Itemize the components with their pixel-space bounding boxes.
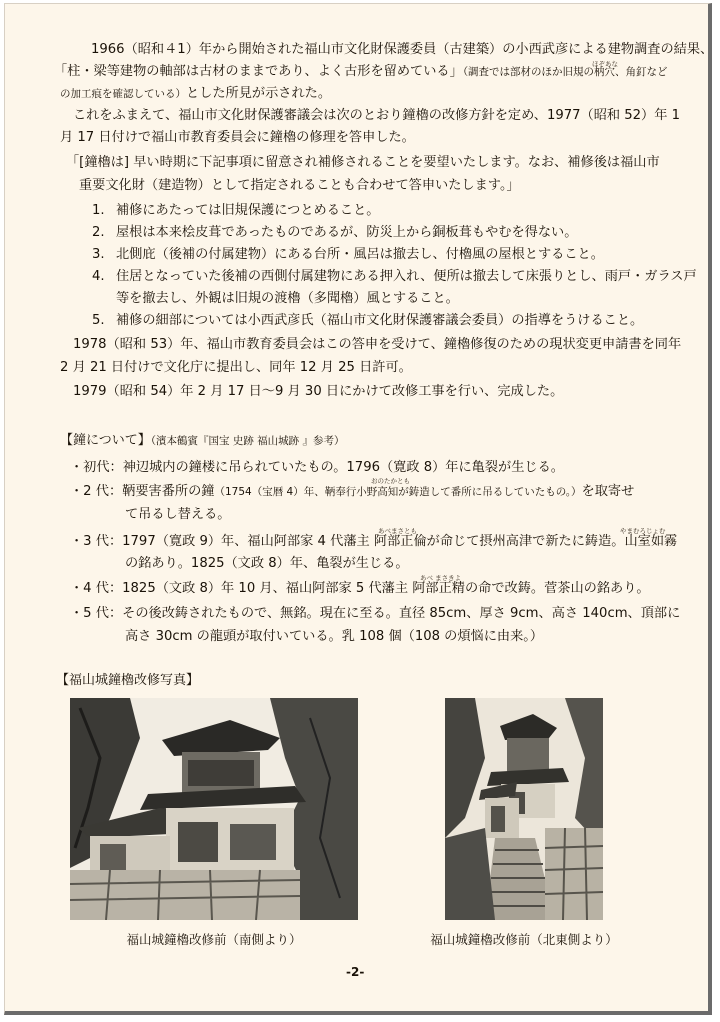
gen-text: 鞆要害番所の鐘 <box>122 484 215 499</box>
bell-gen-3 <box>70 532 677 552</box>
intro-note-b: の加工痕を確認している） <box>60 88 186 100</box>
gen-text: その後改鋳されたもので、無銘。現在に至る。直径 85cm、厚さ 9cm、高さ 140cm、頂部に <box>122 606 681 621</box>
gen-label: ・4 代： <box>70 581 123 596</box>
list-item <box>92 267 697 287</box>
page-number: -2- <box>346 965 365 979</box>
item-number: 1. <box>92 203 105 218</box>
gen3-ruby-1: あべまさとも <box>378 527 417 535</box>
intro-line-1: 1966（昭和４1）年から開始された福山市文化財保護委員（古建築）の小西武彦による建物調査の結果、 <box>91 42 714 57</box>
bell-gen-2-cont: て吊るし替える。 <box>125 507 231 522</box>
policy-line-2: 月 17 日付けで福山市教育委員会に鐘櫓の修理を答申した。 <box>60 130 415 145</box>
gen4-ruby: あべ まさきよ <box>420 574 462 582</box>
item-text: 屋根は本来桧皮葺であったものであるが、防災上から銅板葺もやむを得ない。 <box>116 225 578 240</box>
gen-label: ・2 代： <box>70 484 123 499</box>
bell-gen-5 <box>70 604 680 624</box>
intro-quote: 「柱・梁等建物の軸部は古材のままであり、よく古形を留めている」 <box>54 64 463 79</box>
quote-line-2: 重要文化財（建造物）として指定されることも合わせて答申いたします。」 <box>79 178 520 193</box>
caption-south: 福山城鐘櫓改修前（南側より） <box>126 932 302 947</box>
gen-text: 神辺城内の鐘楼に吊られていたもの。1796（寛政 8）年に亀裂が生じる。 <box>122 460 564 475</box>
caption-northeast: 福山城鐘櫓改修前（北東側より） <box>430 932 618 947</box>
bell-gen-5-cont: 高さ 30cm の龍頭が取付いている。乳 108 個（108 の煩悩に由来。） <box>125 629 544 644</box>
after-line-2: 2 月 21 日付けで文化庁に提出し、同年 12 月 25 日許可。 <box>60 360 412 375</box>
photo-northeast <box>445 698 603 920</box>
policy-line-1: これをふまえて、福山市文化財保護審議会は次のとおり鐘櫓の改修方針を定め、1977（昭和 52）年 1 <box>73 108 681 123</box>
gen-text: 1797（寛政 9）年、福山阿部家 4 代藩主 阿部正倫が命じて摂州高津で新たに鋳造。山室如霧 <box>122 534 678 549</box>
gen-label: ・初代： <box>70 460 123 475</box>
item-number: 4. <box>92 269 105 284</box>
intro-conclusion: とした所見が示された。 <box>186 86 332 101</box>
bell-heading <box>60 432 345 450</box>
intro-note-a: （調査では部材のほか旧規の枘穴、角釘など <box>462 66 668 78</box>
bell-gen-1 <box>70 458 564 478</box>
list-item <box>92 311 643 331</box>
photo-south <box>70 698 358 920</box>
intro-line-3 <box>60 84 331 104</box>
item-text: 住居となっていた後補の西側付属建物にある押入れ、便所は撤去して床張りとし、雨戸・ガラス戸 <box>116 269 697 284</box>
bell-title: 【鐘について】 <box>60 433 151 448</box>
bell-tower-photo-south <box>70 698 358 920</box>
item-number: 2. <box>92 225 105 240</box>
gen-text-end: を取寄せ <box>581 484 635 499</box>
after-line-1: 1978（昭和 53）年、福山市教育委員会はこの答申を受けて、鐘櫓修復のための現状変更申請書を同年 <box>73 337 682 352</box>
item-text: 補修にあたっては旧規保護につとめること。 <box>116 203 380 218</box>
intro-ruby: ほぞあな <box>592 60 618 68</box>
bell-gen-2 <box>70 482 634 502</box>
gen2-ruby: おのたかとも <box>371 477 410 485</box>
item-text: 北側庇（後補の付属建物）にある台所・風呂は撤去し、付櫓風の屋根とすること。 <box>116 247 604 262</box>
bell-gen-4 <box>70 579 650 599</box>
list-item <box>92 201 379 221</box>
gen-label: ・3 代： <box>70 534 123 549</box>
bell-gen-3-cont: の銘あり。1825（文政 8）年、亀裂が生じる。 <box>125 556 409 571</box>
intro-line-2 <box>54 62 668 82</box>
bell-source: （濱本鶴賓『国宝 史跡 福山城跡 』参考） <box>150 435 345 447</box>
item-text: 補修の細部については小西武彦氏（福山市文化財保護審議会委員）の指導をうけること。 <box>116 313 644 328</box>
bell-tower-photo-northeast <box>445 698 603 920</box>
list-item <box>92 223 577 243</box>
gen-note: （1754（宝暦 4）年、鞆奉行小野高知が鋳造して番所に吊るしていたもの。） <box>214 486 582 498</box>
after-line-3: 1979（昭和 54）年 2 月 17 日～9 月 30 日にかけて改修工事を行い、完成した。 <box>73 384 564 399</box>
quote-line-1: 「[鐘櫓は] 早い時期に下記事項に留意され補修されることを要望いたします。なお、補修後は福山市 <box>66 155 660 170</box>
item-number: 5. <box>92 313 105 328</box>
list-item <box>92 245 604 265</box>
gen-label: ・5 代： <box>70 606 123 621</box>
gen-text: 1825（文政 8）年 10 月、福山阿部家 5 代藩主 阿部正精の命で改鋳。菅茶山の銘あり。 <box>122 581 650 596</box>
item-number: 3. <box>92 247 105 262</box>
photos-heading: 【福山城鐘櫓改修写真】 <box>56 673 200 688</box>
gen3-ruby-2: やまむろじょむ <box>620 527 666 535</box>
list-item-continuation: 等を撤去し、外観は旧規の渡櫓（多聞櫓）風とすること。 <box>116 291 459 306</box>
